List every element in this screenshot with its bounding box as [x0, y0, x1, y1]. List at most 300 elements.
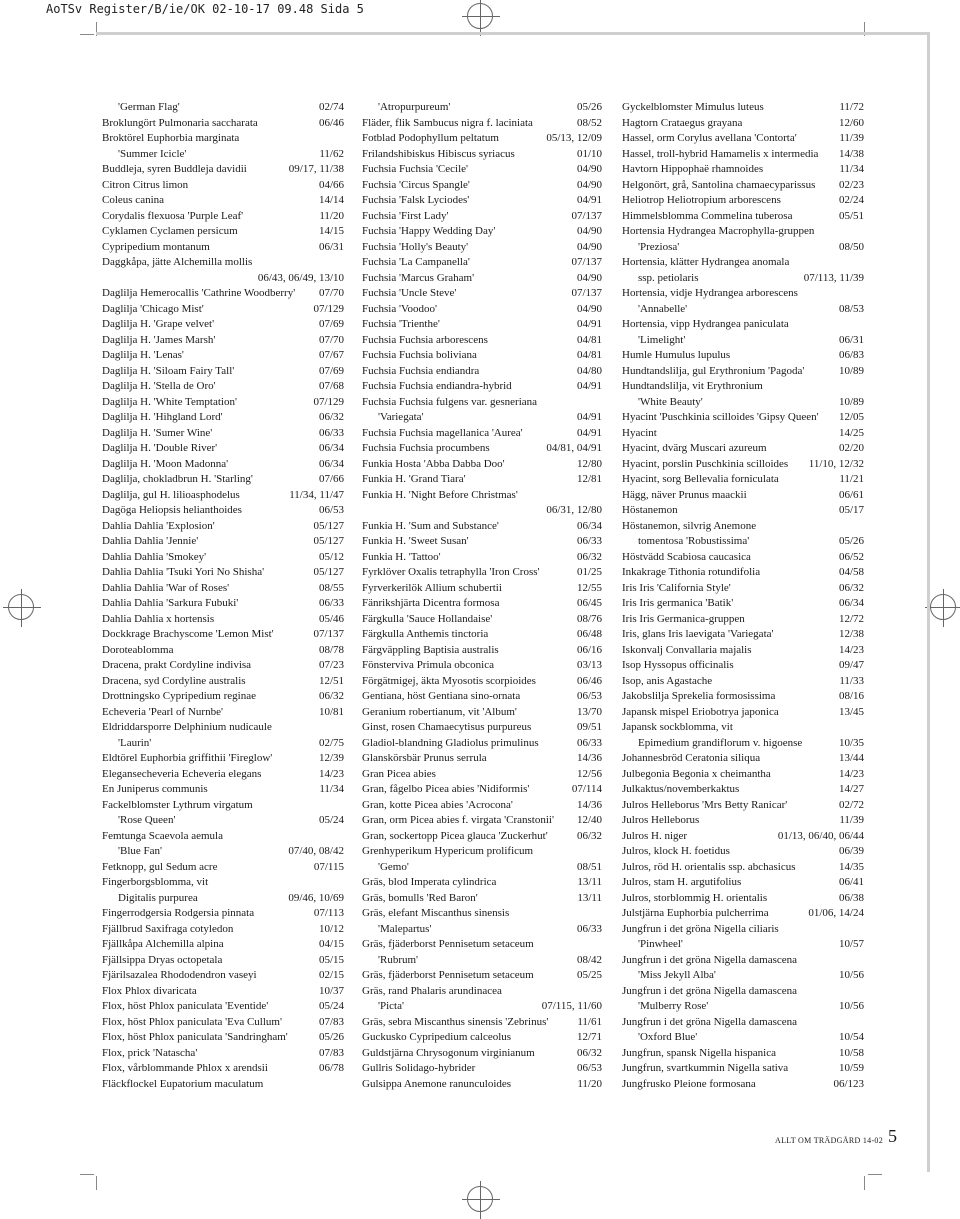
entry-name: Fänrikshjärta Dicentra formosa: [362, 597, 500, 609]
crop-mark: [864, 1176, 865, 1190]
entry-reference: 09/46, 10/69: [288, 891, 344, 904]
index-entry: [622, 565, 864, 581]
entry-name: Daglilja 'Chicago Mist': [102, 302, 204, 315]
entry-reference: 05/24: [318, 814, 344, 826]
entry-reference: 11/10, 12/32: [808, 457, 864, 470]
entry-name: Hyacint 'Puschkinia scilloides 'Gipsy Queen': [622, 411, 819, 423]
index-entry: [622, 1077, 864, 1093]
entry-reference: 07/23: [318, 659, 344, 671]
entry-reference: 08/51: [576, 860, 602, 873]
index-entry: [362, 162, 602, 178]
index-entry: [362, 1015, 602, 1031]
entry-reference: 07/83: [318, 1046, 344, 1059]
entry-reference: 08/16: [838, 690, 864, 702]
entry-name: Isop, anis Agastache: [622, 674, 713, 687]
index-entry: [622, 364, 864, 380]
entry-name: Julros, stam H. argutifolius: [622, 876, 742, 888]
index-entry: [622, 906, 864, 922]
entry-reference: 04/58: [838, 566, 864, 578]
index-entry: [622, 627, 864, 643]
entry-name: Färgkulla Anthemis tinctoria: [362, 628, 489, 640]
entry-name: Guckusko Cypripedium calceolus: [362, 1031, 512, 1043]
index-entry: [102, 1046, 344, 1062]
entry-reference: 04/90: [576, 225, 602, 237]
entry-name: Fjällbrud Saxifraga cotyledon: [102, 922, 234, 935]
index-entry: [362, 100, 602, 116]
index-entry: [362, 1046, 602, 1062]
entry-reference: 04/90: [576, 271, 602, 284]
entry-name: Höstanemon, silvrig Anemone: [622, 519, 757, 532]
entry-name: Jungfrun i det gröna Nigella ciliaris: [622, 922, 779, 935]
entry-name: Fönsterviva Primula obconica: [362, 659, 494, 671]
index-entry: [622, 193, 864, 209]
entry-name: Funkia H. 'Night Before Christmas': [362, 488, 518, 501]
entry-name: 'Preziosa': [638, 240, 680, 253]
index-entry: [102, 178, 344, 194]
magazine-footer: ALLT OM TRÄDGÅRD 14-02: [775, 1136, 884, 1145]
index-entry: [362, 379, 602, 395]
entry-name: 'Laurin': [118, 736, 152, 749]
index-entry: [102, 658, 344, 674]
entry-name: Gladiol-blandning Gladiolus primulinus: [362, 736, 539, 749]
index-entry: [102, 271, 344, 287]
entry-reference: 07/115: [313, 860, 344, 873]
entry-reference: 14/23: [318, 767, 344, 780]
index-entry: [102, 209, 344, 225]
index-entry: [622, 999, 864, 1015]
entry-reference: 08/42: [576, 953, 602, 966]
entry-reference: 06/31: [318, 240, 344, 253]
index-entry: [362, 488, 602, 504]
index-entry: [622, 689, 864, 705]
entry-reference: 06/33: [318, 426, 344, 439]
entry-reference: 11/61: [577, 1015, 602, 1028]
index-entry: [102, 348, 344, 364]
entry-reference: 06/53: [318, 504, 344, 516]
entry-name: Buddleja, syren Buddleja davidii: [102, 163, 247, 175]
entry-reference: 04/80: [576, 364, 602, 377]
entry-name: Fläder, flik Sambucus nigra f. laciniata: [362, 116, 533, 129]
entry-name: Dahlia Dahlia 'Sarkura Fubuki': [102, 597, 239, 609]
crop-mark: [80, 34, 94, 35]
index-entry: [102, 193, 344, 209]
entry-reference: 06/32: [576, 550, 602, 563]
index-entry: [362, 627, 602, 643]
entry-name: Fuchsia 'First Lady': [362, 209, 449, 222]
index-entry: [622, 395, 864, 411]
index-entry: [362, 472, 602, 488]
entry-reference: 10/56: [838, 969, 864, 981]
entry-name: Hortensia, vidje Hydrangea arborescens: [622, 287, 798, 299]
entry-reference: 07/137: [571, 287, 602, 299]
index-entry: [102, 999, 344, 1015]
index-entry: [362, 317, 602, 333]
index-entry: [362, 193, 602, 209]
entry-reference: 10/37: [318, 984, 344, 997]
entry-name: Helgonört, grå, Santolina chamaecyparissus: [622, 178, 816, 191]
entry-reference: 14/14: [318, 194, 344, 206]
index-entry: [102, 317, 344, 333]
entry-reference: 06/33: [576, 736, 602, 749]
page-shadow-right: [927, 32, 930, 1172]
index-entry: [102, 813, 344, 829]
entry-reference: 05/15: [318, 953, 344, 966]
entry-name: Dahlia Dahlia 'War of Roses': [102, 581, 230, 594]
entry-reference: 07/137: [313, 628, 344, 640]
entry-name: Jungfrun i det gröna Nigella damascena: [622, 1015, 798, 1028]
entry-name: Daglilja H. 'Stella de Oro': [102, 380, 216, 392]
entry-name: Julros, storblommig H. orientalis: [622, 891, 768, 904]
entry-reference: 08/78: [318, 643, 344, 656]
index-entry: [362, 596, 602, 612]
index-entry: [622, 116, 864, 132]
entry-name: Flox Phlox divaricata: [102, 984, 197, 997]
index-entry: [622, 736, 864, 752]
entry-reference: 11/39: [839, 132, 864, 144]
index-entry: [362, 503, 602, 519]
index-entry: [622, 224, 864, 240]
entry-name: Elegansecheveria Echeveria elegans: [102, 767, 262, 780]
entry-reference: 02/74: [318, 101, 344, 113]
entry-name: 'Atropurpureum': [378, 101, 451, 113]
index-entry: [362, 953, 602, 969]
index-entry: [362, 550, 602, 566]
entry-name: 'Pinwheel': [638, 938, 683, 950]
entry-name: Echeveria 'Pearl of Nurnbe': [102, 705, 223, 718]
entry-reference: 14/25: [838, 426, 864, 439]
entry-reference: 04/90: [576, 302, 602, 315]
entry-reference: 06/34: [838, 597, 864, 609]
index-entry: [622, 178, 864, 194]
index-entry: [622, 457, 864, 473]
entry-name: 'Rose Queen': [118, 814, 176, 826]
entry-reference: 12/40: [576, 814, 602, 826]
index-entry: [622, 1061, 864, 1077]
index-entry: [622, 891, 864, 907]
entry-name: Gulsippa Anemone ranunculoides: [362, 1077, 512, 1090]
index-entry: [622, 162, 864, 178]
index-entry: [622, 984, 864, 1000]
entry-name: Dracena, prakt Cordyline indivisa: [102, 659, 252, 671]
entry-name: 'Rubrum': [378, 953, 419, 966]
entry-name: 'Malepartus': [378, 922, 432, 935]
entry-name: Fingerborgsblomma, vit: [102, 876, 209, 888]
entry-reference: 06/61: [838, 488, 864, 501]
entry-reference: 10/54: [838, 1031, 864, 1043]
crop-mark: [80, 1174, 94, 1175]
entry-name: Ginst, rosen Chamaecytisus purpureus: [362, 721, 532, 733]
entry-name: Hyacint, sorg Bellevalia forniculata: [622, 473, 779, 485]
entry-name: Eldriddarsporre Delphinium nudicaule: [102, 721, 272, 733]
index-entry: [102, 984, 344, 1000]
entry-name: Digitalis purpurea: [118, 891, 198, 904]
entry-name: Hortensia Hydrangea Macrophylla-gruppen: [622, 225, 815, 237]
entry-name: Gran, fågelbo Picea abies 'Nidiformis': [362, 783, 530, 795]
entry-name: Julros H. niger: [622, 829, 688, 842]
index-entry: [102, 565, 344, 581]
index-entry: [102, 612, 344, 628]
index-entry: [362, 410, 602, 426]
entry-name: Flox, prick 'Natascha': [102, 1046, 198, 1059]
entry-name: Havtorn Hippophaë rhamnoides: [622, 163, 764, 175]
index-entry: [362, 255, 602, 271]
entry-reference: 10/57: [838, 938, 864, 950]
index-entry: [362, 286, 602, 302]
entry-reference: 12/05: [838, 411, 864, 423]
entry-reference: 10/89: [838, 395, 864, 408]
index-entry: [102, 643, 344, 659]
entry-reference: 13/11: [577, 891, 602, 904]
entry-reference: 06/33: [318, 597, 344, 609]
index-entry: [362, 643, 602, 659]
entry-reference: 12/39: [318, 752, 344, 764]
index-column-1: [102, 100, 344, 1092]
entry-name: Hassel, troll-hybrid Hamamelis x intermedia: [622, 147, 819, 160]
index-entry: [102, 131, 344, 147]
index-entry: [622, 534, 864, 550]
entry-reference: 07/67: [318, 349, 344, 361]
entry-name: Gräs, fjäderborst Pennisetum setaceum: [362, 969, 534, 981]
entry-name: Fackelblomster Lythrum virgatum: [102, 798, 253, 811]
entry-name: Hortensia, klätter Hydrangea anomala: [622, 256, 790, 268]
index-entry: [622, 317, 864, 333]
index-entry: [362, 922, 602, 938]
entry-reference: 12/72: [838, 612, 864, 625]
entry-name: Fuchsia 'Falsk Lyciodes': [362, 194, 470, 206]
index-entry: [362, 1077, 602, 1093]
entry-name: 'Mulberry Rose': [638, 1000, 709, 1012]
index-entry: [102, 829, 344, 845]
entry-name: Coleus canina: [102, 194, 165, 206]
index-entry: [102, 705, 344, 721]
entry-reference: 14/27: [838, 783, 864, 795]
entry-reference: 08/53: [838, 302, 864, 315]
entry-reference: 06/32: [318, 690, 344, 702]
entry-reference: 06/32: [576, 829, 602, 842]
entry-reference: 06/38: [838, 891, 864, 904]
entry-name: Fetknopp, gul Sedum acre: [102, 860, 218, 873]
entry-reference: 06/53: [576, 1062, 602, 1074]
entry-name: Färgkulla 'Sauce Hollandaise': [362, 612, 493, 625]
index-entry: [622, 953, 864, 969]
entry-reference: 07/114: [571, 783, 602, 795]
index-entry: [102, 1061, 344, 1077]
entry-name: Broklungört Pulmonaria saccharata: [102, 116, 258, 129]
index-entry: [622, 348, 864, 364]
index-entry: [102, 286, 344, 302]
entry-reference: 07/40, 08/42: [288, 845, 344, 857]
entry-reference: 10/59: [838, 1062, 864, 1074]
index-entry: [362, 891, 602, 907]
entry-reference: 13/11: [577, 876, 602, 888]
entry-name: Isop Hyssopus officinalis: [622, 659, 734, 671]
index-entry: [102, 581, 344, 597]
index-entry: [622, 333, 864, 349]
index-entry: [102, 1077, 344, 1093]
entry-name: Fyrklöver Oxalis tetraphylla 'Iron Cross': [362, 566, 540, 578]
index-entry: [102, 550, 344, 566]
entry-reference: 01/25: [576, 566, 602, 578]
entry-name: Guldstjärna Chrysogonum virginianum: [362, 1046, 535, 1059]
entry-name: Daglilja, chokladbrun H. 'Starling': [102, 473, 253, 485]
entry-reference: 11/34, 11/47: [289, 488, 344, 501]
entry-reference: 07/113: [313, 907, 344, 919]
index-entry: [622, 829, 864, 845]
entry-reference: 09/51: [576, 721, 602, 733]
entry-reference: 11/21: [839, 473, 864, 485]
entry-reference: 12/55: [576, 581, 602, 594]
entry-name: 'Oxford Blue': [638, 1031, 698, 1043]
entry-name: Höstanemon: [622, 504, 678, 516]
entry-name: Gullris Solidago-hybrider: [362, 1062, 476, 1074]
index-entry: [102, 364, 344, 380]
index-entry: [102, 240, 344, 256]
index-entry: [102, 860, 344, 876]
index-entry: [102, 844, 344, 860]
entry-reference: 14/23: [838, 767, 864, 780]
entry-reference: 06/32: [318, 411, 344, 423]
entry-reference: 01/13, 06/40, 06/44: [777, 829, 864, 842]
index-entry: [362, 689, 602, 705]
index-entry: [102, 255, 344, 271]
index-entry: [622, 751, 864, 767]
entry-name: Daglilja H. 'James Marsh': [102, 333, 216, 346]
entry-reference: 07/115, 11/60: [541, 1000, 602, 1012]
entry-reference: 06/32: [838, 581, 864, 594]
index-entry: [102, 875, 344, 891]
entry-name: 'Annabelle': [638, 302, 688, 315]
entry-name: Hyacint: [622, 426, 657, 439]
index-entry: [622, 968, 864, 984]
entry-reference: 14/36: [576, 798, 602, 811]
entry-name: Fuchsia 'La Campanella': [362, 256, 470, 268]
entry-name: tomentosa 'Robustissima': [638, 535, 750, 547]
entry-name: Gräs, rand Phalaris arundinacea: [362, 984, 502, 997]
index-entry: [622, 674, 864, 690]
registration-mark-bottom: [467, 1186, 493, 1212]
index-entry: [362, 798, 602, 814]
index-entry: [362, 178, 602, 194]
index-entry: [622, 875, 864, 891]
entry-name: Julros, röd H. orientalis ssp. abchasicus: [622, 860, 796, 873]
entry-name: Daglilja H. 'White Temptation': [102, 395, 237, 408]
entry-name: Funkia H. 'Tattoo': [362, 550, 441, 563]
index-entry: [362, 131, 602, 147]
index-entry: [362, 147, 602, 163]
entry-name: Hassel, orm Corylus avellana 'Contorta': [622, 132, 797, 144]
entry-name: Julkaktus/novemberkaktus: [622, 783, 740, 795]
entry-reference: 07/69: [318, 318, 344, 330]
index-entry: [362, 348, 602, 364]
index-entry: [102, 736, 344, 752]
index-entry: [622, 255, 864, 271]
index-entry: [102, 689, 344, 705]
index-entry: [102, 720, 344, 736]
index-entry: [102, 379, 344, 395]
index-column-2: [362, 100, 602, 1092]
index-entry: [362, 441, 602, 457]
index-entry: [362, 534, 602, 550]
entry-name: Höstvädd Scabiosa caucasica: [622, 550, 751, 563]
entry-name: Julstjärna Euphorbia pulcherrima: [622, 907, 769, 919]
index-entry: [622, 550, 864, 566]
entry-name: 'Limelight': [638, 333, 686, 346]
entry-name: Funkia H. 'Grand Tiara': [362, 473, 466, 485]
entry-reference: 11/62: [319, 147, 344, 160]
entry-name: Fuchsia Fuchsia 'Cecile': [362, 163, 468, 175]
entry-name: Färgväppling Baptisia australis: [362, 643, 499, 656]
entry-reference: 06/46: [318, 116, 344, 129]
entry-name: Iskonvalj Convallaria majalis: [622, 643, 752, 656]
index-entry: [102, 953, 344, 969]
entry-reference: 06/78: [318, 1062, 344, 1074]
index-entry: [362, 224, 602, 240]
index-entry: [622, 581, 864, 597]
entry-name: Dracena, syd Cordyline australis: [102, 674, 246, 687]
index-entry: [102, 1030, 344, 1046]
entry-name: Flox, höst Phlox paniculata 'Eva Cullum': [102, 1015, 282, 1028]
entry-name: Funkia H. 'Sum and Substance': [362, 519, 499, 532]
index-entry: [102, 534, 344, 550]
index-entry: [102, 333, 344, 349]
entry-name: Japansk sockblomma, vit: [622, 721, 733, 733]
index-entry: [362, 1061, 602, 1077]
entry-name: Fyrverkerilök Allium schubertii: [362, 581, 502, 594]
index-entry: [362, 457, 602, 473]
index-entry: [362, 720, 602, 736]
index-entry: [622, 240, 864, 256]
entry-name: ssp. petiolaris: [638, 271, 699, 284]
index-entry: [622, 286, 864, 302]
index-entry: [362, 395, 602, 411]
index-entry: [362, 705, 602, 721]
entry-reference: 09/47: [838, 659, 864, 671]
entry-name: 'Blue Fan': [118, 845, 162, 857]
print-slug: AoTSv Register/B/ie/OK 02-10-17 09.48 Sida 5: [46, 2, 364, 16]
entry-reference: 05/51: [838, 209, 864, 222]
entry-name: Grenhyperikum Hypericum prolificum: [362, 845, 534, 857]
entry-reference: 07/70: [318, 333, 344, 346]
entry-name: Daggkåpa, jätte Alchemilla mollis: [102, 256, 253, 268]
entry-name: Gran, kotte Picea abies 'Acrocona': [362, 798, 513, 811]
entry-name: Drottningsko Cypripedium reginae: [102, 690, 256, 702]
index-entry: [102, 596, 344, 612]
entry-name: En Juniperus communis: [102, 783, 208, 795]
index-entry: [362, 984, 602, 1000]
index-entry: [362, 565, 602, 581]
entry-name: Fuchsia Fuchsia procumbens: [362, 442, 490, 454]
index-entry: [362, 426, 602, 442]
entry-name: Jungfrun i det gröna Nigella damascena: [622, 953, 798, 966]
entry-name: Hundtandslilja, vit Erythronium: [622, 380, 763, 392]
entry-reference: 06/53: [576, 690, 602, 702]
entry-name: Japansk mispel Eriobotrya japonica: [622, 705, 779, 718]
entry-reference: 14/36: [576, 752, 602, 764]
index-entry: [622, 720, 864, 736]
index-entry: [102, 302, 344, 318]
entry-reference: 12/51: [318, 674, 344, 687]
index-entry: [362, 612, 602, 628]
index-entry: [102, 627, 344, 643]
index-entry: [102, 116, 344, 132]
entry-reference: 04/91: [576, 380, 602, 392]
index-entry: [622, 519, 864, 535]
entry-name: Corydalis flexuosa 'Purple Leaf': [102, 209, 244, 222]
entry-name: Fjärilsazalea Rhododendron vaseyi: [102, 969, 257, 981]
entry-name: Julros Helleborus 'Mrs Betty Ranicar': [622, 798, 788, 811]
entry-reference: 06/46: [576, 674, 602, 687]
entry-name: Fuchsia 'Circus Spangle': [362, 178, 470, 191]
